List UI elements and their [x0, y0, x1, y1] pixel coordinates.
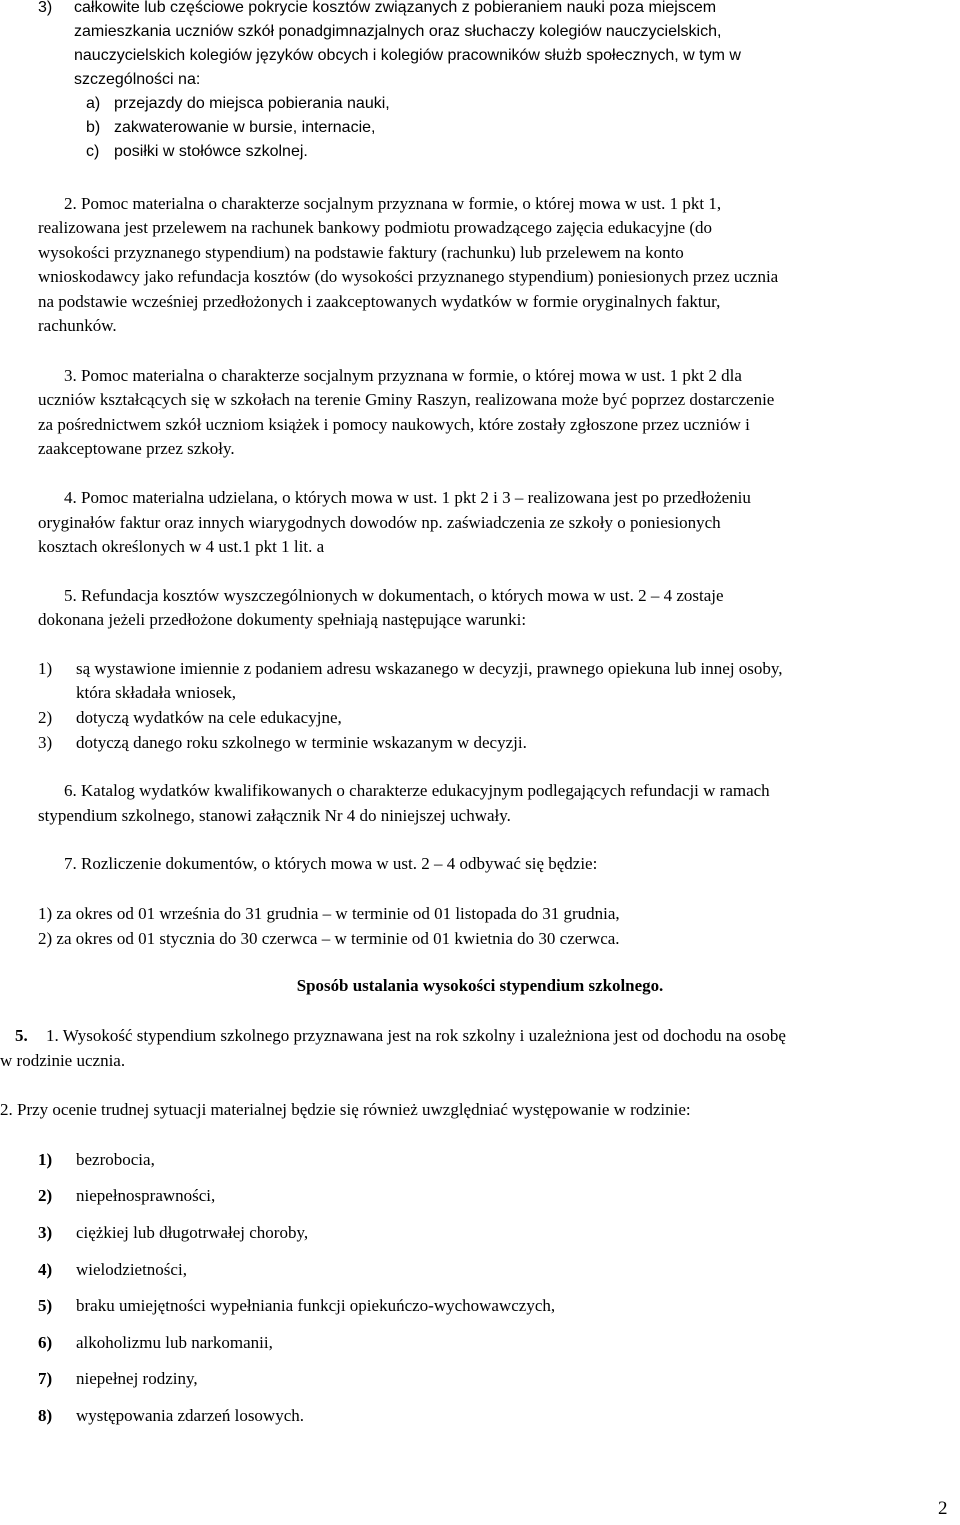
factor-marker: 3) [38, 1223, 53, 1242]
paragraph-line: realizowana jest przelewem na rachunek bankowy podmiotu prowadzącego zajęcia edukacyjne (do [38, 218, 713, 237]
paragraph-5-2: 2. Przy ocenie trudnej sytuacji materialnej będzie się również uwzględniać występowanie w rodzinie: [0, 1100, 691, 1119]
paragraph-line: zaakceptowane przez szkoły. [38, 439, 235, 458]
paragraph-line: rachunków. [38, 316, 117, 335]
paragraph-line: za pośrednictwem szkół uczniom książek i pomocy naukowych, które zostały zgłoszone przez uczniów i [38, 415, 750, 434]
paragraph-line: w rodzinie ucznia. [0, 1051, 126, 1070]
factor-marker: 6) [38, 1333, 53, 1352]
list-item-marker: b) [86, 119, 101, 136]
paragraph-line: uczniów kształcących się w szkołach na terenie Gminy Raszyn, realizowana może być poprzez dostarczenie [38, 390, 775, 409]
paragraph-line: 5. Refundacja kosztów wyszczególnionych w dokumentach, o których mowa w ust. 2 – 4 zostaje [64, 586, 724, 605]
factor-marker: 4) [38, 1260, 53, 1279]
factor-item: braku umiejętności wypełniania funkcji opiekuńczo-wychowawczych, [76, 1296, 556, 1315]
page-number: 2 [938, 1498, 948, 1519]
paragraph-line: wysokości przyznanego stypendium) na podstawie faktury (rachunku) lub przelewem na konto [38, 243, 684, 262]
condition-marker: 3) [38, 733, 53, 752]
factor-marker: 2) [38, 1186, 53, 1205]
list-item: posiłki w stołówce szkolnej. [114, 143, 308, 160]
list-item: przejazdy do miejsca pobierania nauki, [114, 95, 390, 112]
section-heading: Sposób ustalania wysokości stypendium szkolnego. [296, 976, 664, 995]
factor-marker: 8) [38, 1406, 53, 1425]
factor-item: występowania zdarzeń losowych. [76, 1406, 305, 1425]
factor-marker: 5) [38, 1296, 53, 1315]
list-item-marker: c) [86, 143, 100, 160]
section-5-number: 5. [15, 1026, 28, 1045]
paragraph-line: na podstawie wcześniej przedłożonych i zaakceptowanych wydatków w formie oryginalnych faktur, [38, 292, 721, 311]
factor-item: wielodzietności, [76, 1260, 187, 1279]
condition-item: są wystawione imiennie z podaniem adresu wskazanego w decyzji, prawnego opiekuna lub innej osoby, [76, 659, 783, 678]
paragraph-line: stypendium szkolnego, stanowi załącznik Nr 4 do niniejszej uchwały. [38, 806, 511, 825]
factor-item: ciężkiej lub długotrwałej choroby, [76, 1223, 309, 1242]
factor-marker: 7) [38, 1369, 53, 1388]
paragraph-line: 3. Pomoc materialna o charakterze socjalnym przyznana w formie, o której mowa w ust. 1 pkt 2 dla [64, 366, 742, 385]
paragraph-line: 6. Katalog wydatków kwalifikowanych o charakterze edukacyjnym podlegających refundacji w ramach [64, 781, 770, 800]
paragraph-line: oryginałów faktur oraz innych wiarygodnych dowodów np. zaświadczenia ze szkoły o poniesionych [38, 513, 721, 532]
section-3-line: całkowite lub częściowe pokrycie kosztów związanych z pobieraniem nauki poza miejscem [74, 0, 717, 16]
list-item: zakwaterowanie w bursie, internacie, [114, 119, 376, 136]
period-item: 2) za okres od 01 stycznia do 30 czerwca – w terminie od 01 kwietnia do 30 czerwca. [38, 929, 620, 948]
condition-item: która składała wniosek, [76, 683, 237, 702]
section-3-number: 3) [38, 0, 53, 16]
paragraph-line: wnioskodawcy jako refundacja kosztów (do wysokości przyznanego stypendium) poniesionych przez ucznia [38, 267, 779, 286]
condition-marker: 1) [38, 659, 53, 678]
period-item: 1) za okres od 01 września do 31 grudnia – w terminie od 01 listopada do 31 grudnia, [38, 904, 620, 923]
section-3-line: nauczycielskich kolegiów języków obcych i kolegiów pracowników służb społecznych, w tym w [74, 47, 741, 64]
list-item-marker: a) [86, 95, 101, 112]
paragraph-line: dokonana jeżeli przedłożone dokumenty spełniają następujące warunki: [38, 610, 527, 629]
condition-item: dotyczą danego roku szkolnego w terminie wskazanym w decyzji. [76, 733, 527, 752]
factor-item: niepełnosprawności, [76, 1186, 216, 1205]
condition-marker: 2) [38, 708, 53, 727]
condition-item: dotyczą wydatków na cele edukacyjne, [76, 708, 342, 727]
section-3-line: szczególności na: [74, 71, 201, 88]
paragraph-line: 7. Rozliczenie dokumentów, o których mowa w ust. 2 – 4 odbywać się będzie: [64, 854, 598, 873]
factor-item: alkoholizmu lub narkomanii, [76, 1333, 273, 1352]
factor-marker: 1) [38, 1150, 53, 1169]
section-3-line: zamieszkania uczniów szkół ponadgimnazjalnych oraz słuchaczy kolegiów nauczycielskich, [74, 23, 722, 40]
factor-item: niepełnej rodziny, [76, 1369, 198, 1388]
factor-item: bezrobocia, [76, 1150, 155, 1169]
paragraph-line: 2. Pomoc materialna o charakterze socjalnym przyznana w formie, o której mowa w ust. 1 pkt 1, [64, 194, 722, 213]
paragraph-line: kosztach określonych w 4 ust.1 pkt 1 lit. a [38, 537, 325, 556]
paragraph-line: 4. Pomoc materialna udzielana, o których mowa w ust. 1 pkt 2 i 3 – realizowana jest po przedłożeniu [64, 488, 751, 507]
paragraph-line: 1. Wysokość stypendium szkolnego przyznawana jest na rok szkolny i uzależniona jest od dochodu na osobę [46, 1026, 786, 1045]
